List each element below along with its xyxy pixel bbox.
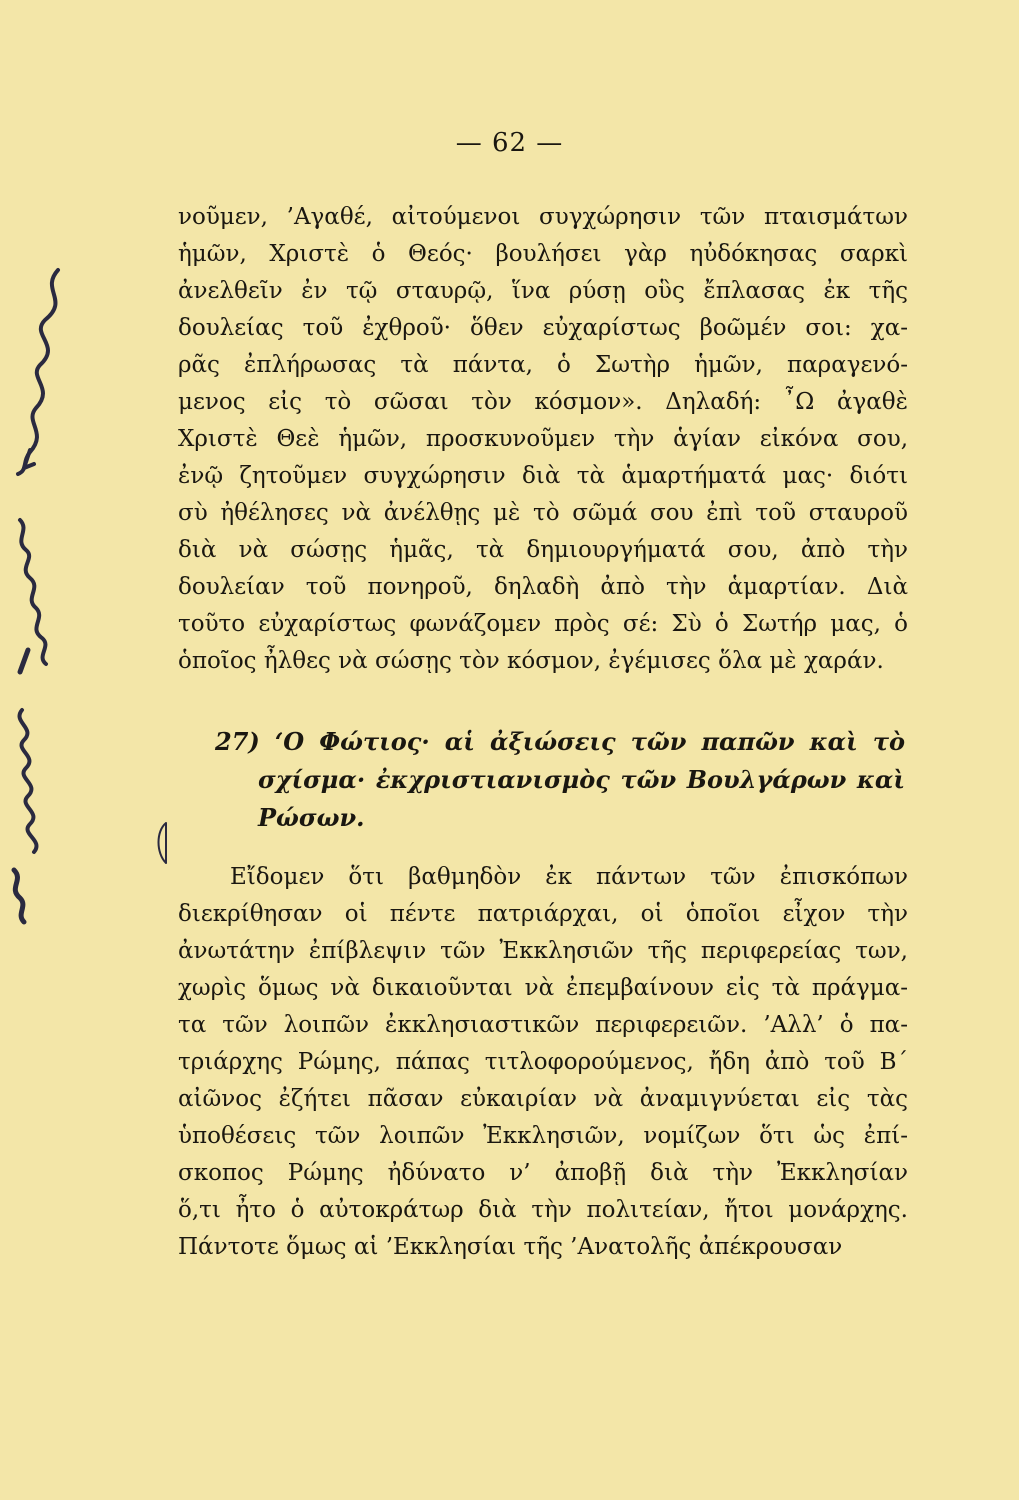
text-line: δουλείαν τοῦ πονηροῦ, δηλαδὴ ἀπὸ τὴν ἁμαρτίαν. Διὰ (178, 574, 908, 600)
text-line: ὑποθέσεις τῶν λοιπῶν Ἐκκλησιῶν, νομίζων ὅτι ὡς ἐπί- (178, 1123, 908, 1149)
text-line: διὰ νὰ σώσῃς ἡμᾶς, τὰ δημιουργήματά σου, ἀπὸ τὴν (178, 537, 908, 563)
text-line: ἡμῶν, Χριστὲ ὁ Θεός· βουλήσει γὰρ ηὐδόκησας σαρκὶ (178, 241, 908, 267)
handwritten-margin-mark (0, 260, 90, 480)
text-line: χωρὶς ὅμως νὰ δικαιοῦνται νὰ ἐπεμβαίνουν εἰς τὰ πράγμα- (178, 975, 908, 1001)
text-line: τριάρχης Ρώμης, πάπας τιτλοφορούμενος, ἤδη ἀπὸ τοῦ Β΄ (178, 1049, 908, 1075)
text-line: διεκρίθησαν οἱ πέντε πατριάρχαι, οἱ ὁποῖοι εἶχον τὴν (178, 901, 908, 927)
handwritten-margin-mark (148, 818, 178, 868)
text-line: σκοπος Ρώμης ἠδύνατο ν’ ἀποβῇ διὰ τὴν Ἐκκλησίαν (178, 1160, 908, 1186)
heading-line: 27) ‘Ο Φώτιος· αἱ ἀξιώσεις τῶν παπῶν καὶ τὸ (215, 727, 905, 756)
text-line: νοῦμεν, ’Αγαθέ, αἰτούμενοι συγχώρησιν τῶν πταισμάτων (178, 204, 908, 230)
text-line: μενος εἰς τὸ σῶσαι τὸν κόσμον». Δηλαδή: ῏Ω ἀγαθὲ (178, 389, 908, 415)
handwritten-margin-mark (0, 700, 70, 940)
text-line: ὅ,τι ἦτο ὁ αὐτοκράτωρ διὰ τὴν πολιτείαν, ἤτοι μονάρχης. (178, 1197, 908, 1223)
text-line: ἀνελθεῖν ἐν τῷ σταυρῷ, ἵνα ρύσῃ οὓς ἔπλασας ἐκ τῆς (178, 278, 908, 304)
text-line: τοῦτο εὐχαρίστως φωνάζομεν πρὸς σέ: Σὺ ὁ Σωτήρ μας, ὁ (178, 611, 908, 637)
text-line: Εἴδομεν ὅτι βαθμηδὸν ἐκ πάντων τῶν ἐπισκόπων (230, 864, 908, 890)
text-line: τα τῶν λοιπῶν ἐκκλησιαστικῶν περιφερειῶν. ’Αλλ’ ὁ πα- (178, 1012, 908, 1038)
text-line: σὺ ἠθέλησες νὰ ἀνέλθῃς μὲ τὸ σῶμά σου ἐπὶ τοῦ σταυροῦ (178, 500, 908, 526)
heading-line: σχίσμα· ἐκχριστιανισμὸς τῶν Βουλγάρων καὶ (258, 765, 905, 794)
text-line: ρᾶς ἐπλήρωσας τὰ πάντα, ὁ Σωτὴρ ἡμῶν, παραγενό- (178, 352, 908, 378)
text-line: ὁποῖος ἦλθες νὰ σώσῃς τὸν κόσμον, ἐγέμισες ὅλα μὲ χαράν. (178, 648, 884, 674)
text-line: ἐνῷ ζητοῦμεν συγχώρησιν διὰ τὰ ἁμαρτήματά μας· διότι (178, 463, 908, 489)
handwritten-margin-mark (0, 510, 70, 690)
page-number: — 62 — (455, 128, 564, 158)
text-line: Χριστὲ Θεὲ ἡμῶν, προσκυνοῦμεν τὴν ἁγίαν εἰκόνα σου, (178, 426, 908, 452)
heading-line: Ρώσων. (258, 803, 365, 832)
text-line: Πάντοτε ὅμως αἱ ’Εκκλησίαι τῆς ’Ανατολῆς ἀπέκρουσαν (178, 1234, 843, 1260)
text-line: δουλείας τοῦ ἐχθροῦ· ὅθεν εὐχαρίστως βοῶμέν σοι: χα- (178, 315, 908, 341)
text-line: ἀνωτάτην ἐπίβλεψιν τῶν Ἐκκλησιῶν τῆς περιφερείας των, (178, 938, 908, 964)
text-line: αἰῶνος ἐζήτει πᾶσαν εὐκαιρίαν νὰ ἀναμιγνύεται εἰς τὰς (178, 1086, 908, 1112)
